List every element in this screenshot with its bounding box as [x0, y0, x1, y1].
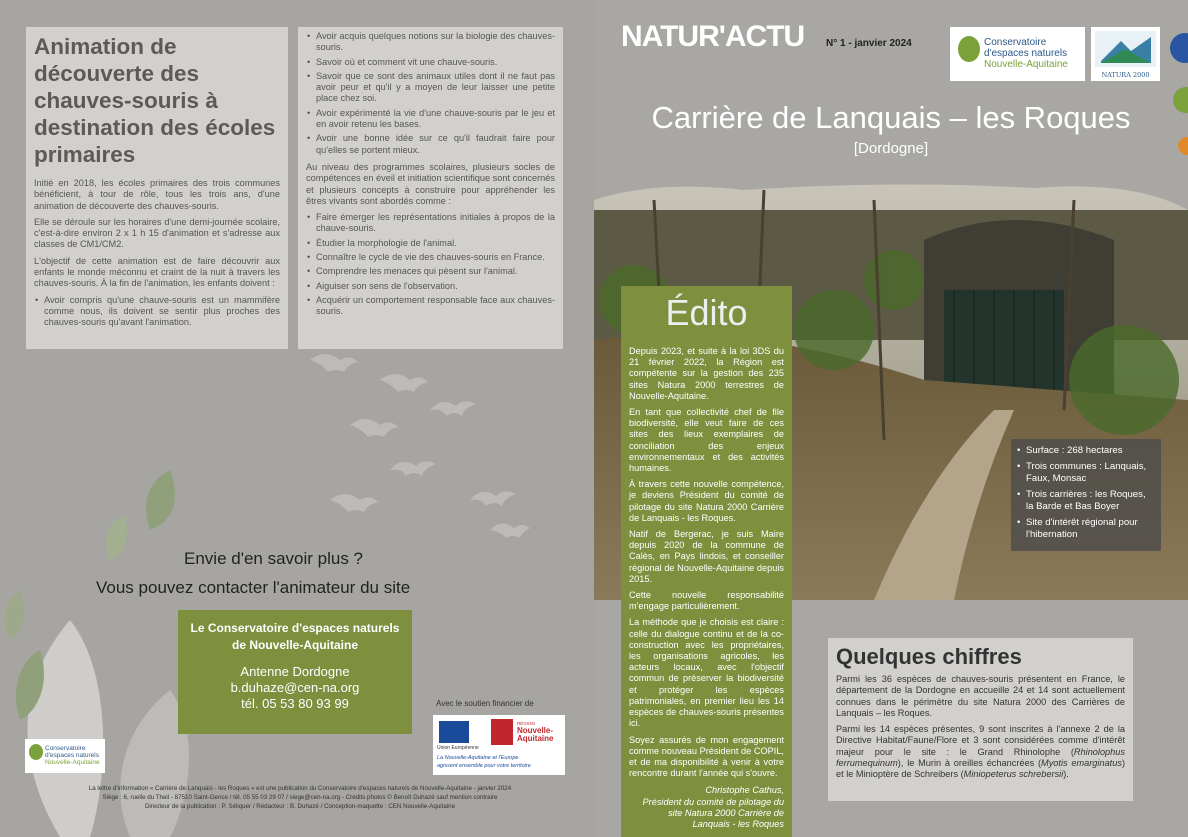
competence-bullet: • Comprendre les menaces qui pèsent sur l'animal. [306, 266, 555, 277]
cen-emblem-icon [29, 744, 43, 760]
eu-flag-icon [439, 721, 469, 743]
animation-title: Animation de découverte des chauves-souris à destination des écoles primaires [34, 34, 276, 167]
funding-logos [433, 715, 565, 775]
natura-2000-logo [1091, 27, 1160, 81]
region-logo-text: Nouvelle-Aquitaine [517, 726, 554, 743]
species-name: Rhinolophus ferrumequinum [836, 746, 1125, 769]
contact-box [178, 610, 412, 734]
edito-signature-name: Christophe Cathus, [705, 785, 784, 796]
cen-logo-line: Nouvelle-Aquitaine [45, 759, 100, 766]
footer-line: Siège : 6, ruelle du Theil - 87510 Saint-Gence / tél. 05 55 03 29 07 / siege@cen-na.org - Crédits photos © Benoît Duhazé sauf mention contraire [102, 794, 498, 801]
species-name: Myotis emarginatus [1041, 758, 1122, 769]
footer-credits [50, 784, 550, 811]
objective-bullet: • Savoir que ce sont des animaux utiles dont il ne faut pas avoir peur et qu'il y a moyen de leur laisser une petite place chez soi. [306, 71, 555, 105]
edito-paragraph: Depuis 2023, et suite à la loi 3DS du 21 février 2022, la Région est compétente sur la gestion des 235 sites Natura 2000 terrestres de Nouvelle-Aquitaine. [629, 346, 784, 401]
key-figures-title: Quelques chiffres [836, 644, 1022, 669]
bat-silhouettes-illustration [290, 330, 540, 570]
edito-signature-role: Président du comité de pilotage du site Natura 2000 Carrière de Lanquais - les Roques [642, 796, 784, 829]
fact-item: • Trois communes : Lanquais, Faux, Monsac [1017, 461, 1155, 485]
competence-bullet: • Faire émerger les représentations initiales à propos de la chauve-souris. [306, 212, 555, 235]
edito-paragraph: Soyez assurés de mon engagement comme nouveau Président de COPIL, et de ma disponibilité à venir à votre rencontre durant l'année qui s'ouvre. [629, 734, 784, 779]
cen-logo-line: d'espaces naturels [984, 48, 1068, 59]
site-title: Carrière de Lanquais – les Roques [651, 100, 1131, 135]
contact-phone[interactable]: tél. 05 53 80 93 99 [241, 696, 349, 711]
footer-line: La lettre d'information « Carrière de Lanquais - les Roques » est une publication du Conservatoire d'espaces naturels de Nouvelle-Aquitaine - janvier 2024 [88, 785, 512, 792]
cen-logo-line: Conservatoire [45, 745, 86, 752]
issue-number: N° 1 - janvier 2024 [826, 38, 912, 49]
cen-logo [950, 27, 1085, 81]
region-logo-icon [491, 719, 513, 745]
funding-tagline: La Nouvelle-Aquitaine et l'Europe [437, 755, 519, 761]
animation-paragraph: Initié en 2018, les écoles primaires des trois communes bénéficient, à tour de rôle, tous les trois ans, d'une animation de découverte des chauves-souris. [34, 178, 280, 211]
natura-emblem-icon [1091, 27, 1160, 71]
edito-paragraph: Natif de Bergerac, je suis Maire depuis 2020 de la commune de Calès, en Pays lindois, et conseiller régional de Nouvelle-Aquitaine depuis 2015. [629, 529, 784, 584]
cen-logo-line: Nouvelle-Aquitaine [984, 59, 1068, 70]
cen-emblem-icon [958, 36, 980, 62]
eu-label: Union Européenne [437, 745, 479, 751]
site-facts [1011, 439, 1161, 551]
footer-line: Directeur de la publication : P. Séliquer / Rédacteur : B. Duhazé / Conception-maquette : CEN Nouvelle-Aquitaine [144, 803, 456, 810]
figures-paragraph: Parmi les 14 espèces présentes, 9 sont inscrites à l'annexe 2 de la Directive Habitat/Faune/Flore et 3 sont considérées comme d'intérêt majeur pour le site : le Grand Rhinolophe (Rhinolophus ferrumequinum), le Murin à oreilles échancrées (Myotis emarginatus) et le Minioptère de Schreibers (Miniopeterus schrebersii). [836, 724, 1126, 780]
competence-bullet: • Connaître le cycle de vie des chauves-souris en France. [306, 252, 555, 263]
fact-item: • Trois carrières : les Roques, la Barde et Bas Boyer [1017, 489, 1155, 513]
natura-logo-text: NATURA 2000 [1101, 71, 1150, 79]
cen-logo-line: d'espaces naturels [45, 752, 99, 759]
contact-invitation: Vous pouvez contacter l'animateur du site [96, 578, 411, 597]
contact-organisation: Le Conservatoire d'espaces naturels de Nouvelle-Aquitaine [190, 621, 400, 652]
objective-bullet: • Savoir où et comment vit une chauve-souris. [306, 57, 555, 68]
edito-section [621, 286, 792, 837]
competence-bullet: • Acquérir un comportement responsable face aux chauves-souris. [306, 295, 555, 318]
edito-paragraph: À travers cette nouvelle compétence, je deviens Président du comité de pilotage du site Natura 2000 Carrière de Lanquais - les Roques. [629, 479, 784, 523]
animation-paragraph: Elle se déroule sur les horaires d'une demi-journée scolaire, c'est-à-dire environ 2 x 1 h 15 d'animation et s'adresse aux classes de CM1/CM2. [34, 216, 280, 250]
competence-bullet: • Étudier la morphologie de l'animal. [306, 238, 555, 249]
site-department: [Dordogne] [853, 140, 929, 157]
species-name: Miniopeterus schrebersii [963, 769, 1064, 780]
cen-logo-small [25, 739, 105, 773]
animation-section [26, 27, 288, 349]
fact-item: • Surface : 268 hectares [1017, 445, 1155, 457]
objective-bullet: • Avoir expérimenté la vie d'une chauve-souris par le jeu et en avoir retenu les bases. [306, 108, 555, 131]
edito-paragraph: Cette nouvelle responsabilité m'engage particulièrement. [629, 590, 784, 612]
fact-item: • Site d'intérêt régional pour l'hibernation [1017, 517, 1155, 541]
newsletter-brand: NATUR'ACTU [621, 20, 805, 53]
contact-email[interactable]: b.duhaze@cen-na.org [230, 680, 360, 695]
contact-question: Envie d'en savoir plus ? [184, 549, 364, 568]
competence-bullet: • Aiguiser son sens de l'observation. [306, 281, 555, 292]
funding-tagline: agissent ensemble pour votre territoire [437, 763, 531, 769]
animation-paragraph: L'objectif de cette animation est de faire découvrir aux enfants le monde méconnu et craint de la nuit à travers les chauves-souris. À la fin de l'animation, les enfants doivent : [34, 255, 280, 289]
edito-title: Édito [665, 292, 748, 333]
objective-bullet: • Avoir acquis quelques notions sur la biologie des chauves-souris. [306, 31, 555, 54]
objective-bullet: • Avoir une bonne idée sur ce qu'il faudrait faire pour qu'elles se portent mieux. [306, 133, 555, 156]
objectives-section [298, 27, 563, 349]
objectives-paragraph: Au niveau des programmes scolaires, plusieurs socles de compétences en éveil et initiation scientifique sont concernés et plusieurs concepts à construire pour appréhender les êtres vivants sont abordés comme : [306, 161, 555, 206]
edito-paragraph: La méthode que je choisis est claire : celle du dialogue continu et de la co-construction avec les propriétaires, les organisations agricoles, les acteurs locaux, avec l'objectif commun de préserver la biodiversité et protéger les espèces patrimoniales, en premier lieu les 14 espèces de chauves-souris présentes ici. [629, 617, 784, 729]
region-logo-small: RÉGION [517, 721, 535, 726]
key-figures-section [828, 638, 1133, 801]
support-label: Avec le soutien financier de [436, 699, 534, 708]
animation-bullet: • Avoir compris qu'une chauve-souris est un mammifère comme nous, ils doivent se sentir plus proches des chauves-souris qu'avant l'animation. [34, 295, 280, 329]
edito-paragraph: En tant que collectivité chef de file biodiversité, elle veut faire de ces sites des lieux exemplaires de conciliation des enjeux environnementaux et des activités humaines. [629, 407, 784, 474]
cen-logo-line: Conservatoire [984, 37, 1047, 48]
contact-antenna: Antenne Dordogne [240, 664, 350, 679]
figures-paragraph: Parmi les 36 espèces de chauves-souris présentent en France, le département de la Dordogne en accueille 24 et 14 sont actuellement connues dans le périmètre du site Natura 2000 des Carrières de Lanquais – les Roques. [836, 674, 1125, 718]
